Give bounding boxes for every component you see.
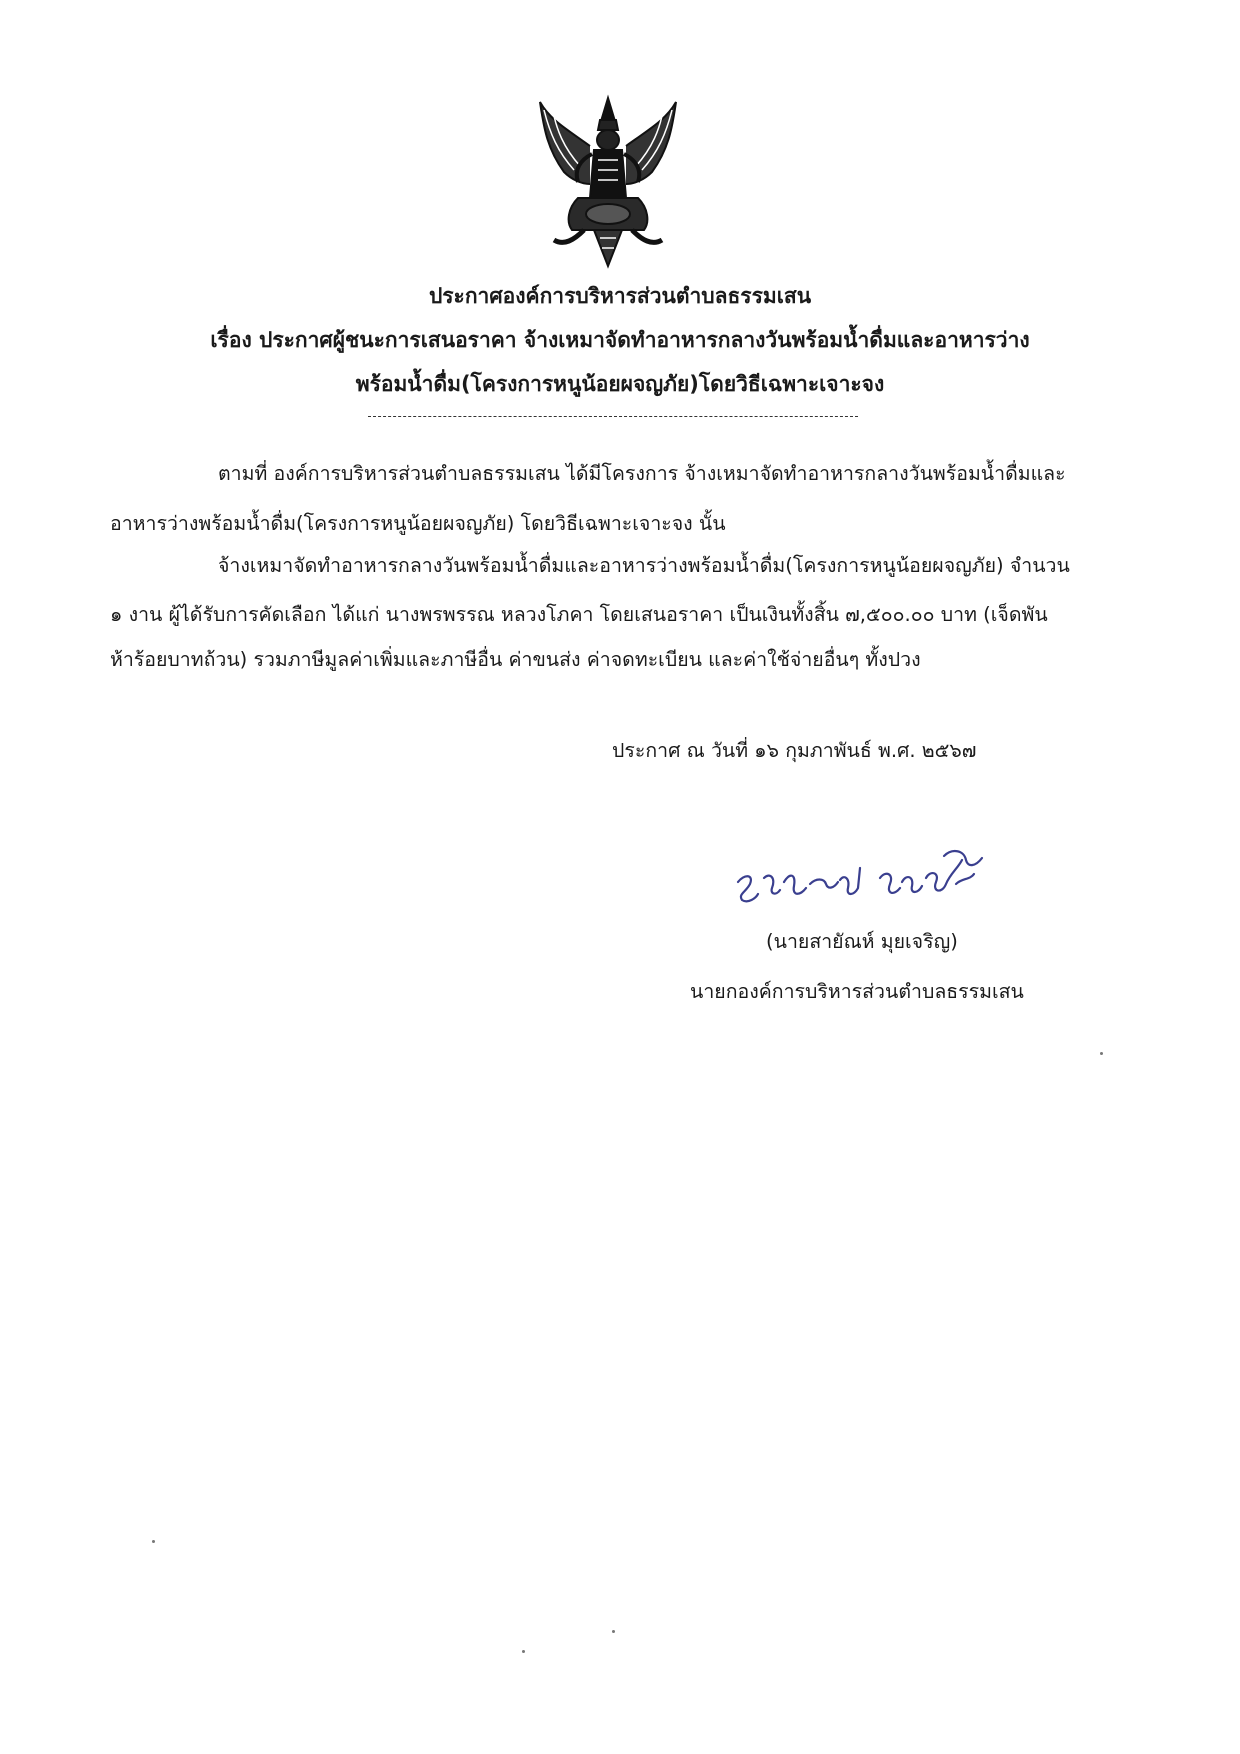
garuda-emblem-icon <box>528 90 688 270</box>
handwritten-signature <box>730 838 1000 908</box>
scan-speck <box>522 1650 525 1653</box>
document-subject-line1: เรื่อง ประกาศผู้ชนะการเสนอราคา จ้างเหมาจัดทำอาหารกลางวันพร้อมน้ำดื่มและอาหารว่าง <box>210 328 1030 352</box>
signer-name: (นายสายัณห์ มุยเจริญ) <box>766 930 958 953</box>
paragraph1-line2: อาหารว่างพร้อมน้ำดื่ม(โครงการหนูน้อยผจญภัย) โดยวิธีเฉพาะเจาะจง นั้น <box>110 512 726 535</box>
title-separator <box>368 416 858 417</box>
scan-speck <box>612 1630 615 1633</box>
paragraph2-line3: ห้าร้อยบาทถ้วน) รวมภาษีมูลค่าเพิ่มและภาษีอื่น ค่าขนส่ง ค่าจดทะเบียน และค่าใช้จ่ายอื่นๆ ทั้งปวง <box>110 648 921 671</box>
document-title: ประกาศองค์การบริหารส่วนตำบลธรรมเสน <box>428 284 812 308</box>
signer-title: นายกองค์การบริหารส่วนตำบลธรรมเสน <box>690 980 1024 1003</box>
paragraph1-line1: ตามที่ องค์การบริหารส่วนตำบลธรรมเสน ได้มีโครงการ จ้างเหมาจัดทำอาหารกลางวันพร้อมน้ำดื่มและ <box>218 462 1066 485</box>
scan-speck <box>152 1540 155 1543</box>
paragraph2-line2: ๑ งาน ผู้ได้รับการคัดเลือก ได้แก่ นางพรพรรณ หลวงโภคา โดยเสนอราคา เป็นเงินทั้งสิ้น ๗,๕๐๐.๐๐ บาท (เจ็ดพัน <box>110 603 1048 626</box>
announce-date: ประกาศ ณ วันที่ ๑๖ กุมภาพันธ์ พ.ศ. ๒๕๖๗ <box>612 739 977 762</box>
scan-speck <box>1100 1052 1103 1055</box>
document-subject-line2: พร้อมน้ำดื่ม(โครงการหนูน้อยผจญภัย)โดยวิธีเฉพาะเจาะจง <box>355 372 885 396</box>
paragraph2-line1: จ้างเหมาจัดทำอาหารกลางวันพร้อมน้ำดื่มและอาหารว่างพร้อมน้ำดื่ม(โครงการหนูน้อยผจญภัย) จำนวน <box>218 554 1070 577</box>
